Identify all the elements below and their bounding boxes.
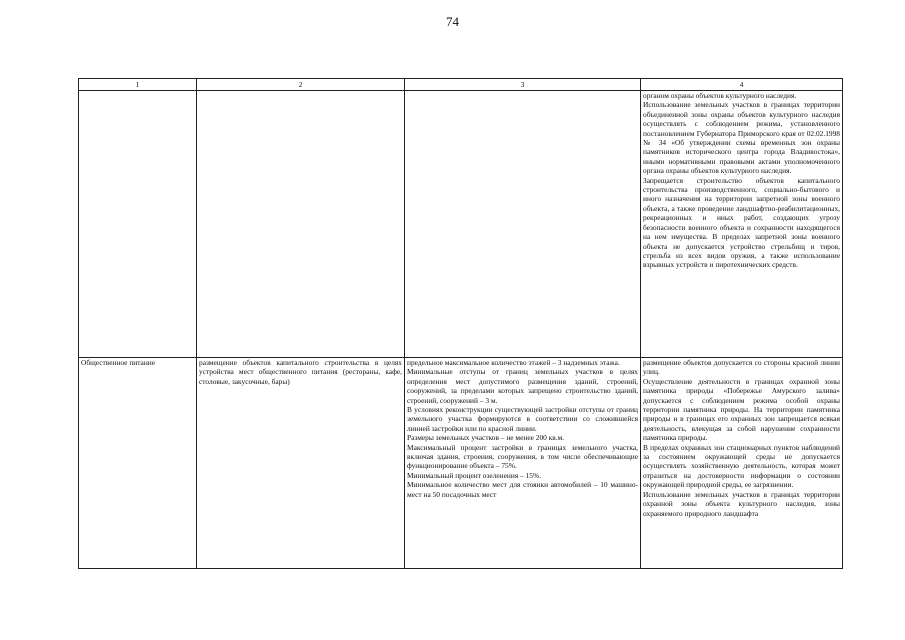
column-header: 4 (641, 79, 843, 91)
table-cell (79, 91, 197, 358)
table-cell (641, 358, 843, 569)
table-cell (641, 91, 843, 358)
table-cell (405, 358, 641, 569)
use-description: размещение объектов капитального строительства в целях устройства мест общественного питания (рестораны, кафе, столовые, закусочные, бары) (199, 358, 404, 386)
column-header: 2 (197, 79, 405, 91)
table-header-row (79, 79, 843, 91)
restrictions-text: размещение объектов допускается со стороны красной линии улиц. Осуществление деятельности в границах охранной зоны памятника природы «Побережье Амурского залива» допускается с соблюдением режима особой охраны территории памятника природы. На территории памятника природы и в границах его охранных зон запрещается всякая деятельность, влекущая за собой нарушение сохранности памятника природы. В пределах охранных зон стационарных пунктов наблюдений за состоянием окружающей среды не допускается осуществлять хозяйственную деятельность, которая может отразиться на достоверности информации о состоянии окружающей природной среды, ее загрязнении. Использование земельных участков в границах территории охранной зоны объекта культурного наследия, зоны охраняемого природного ландшафта (643, 358, 840, 518)
column-header: 1 (79, 79, 197, 91)
table-cell (79, 358, 197, 569)
parameters-text: предельное максимальное количество этажей – 3 надземных этажа. Минимальные отступы от границ земельных участков в целях определения мест допустимого размещения зданий, строений, сооружений, за пределами которых запрещено строительство зданий, строений, сооружений – 3 м. В условиях реконструкции существующей застройки отступы от границ земельного участка формируются в соответствии со сложившейся линией застройки или по красной линии. Размеры земельных участков – не менее 200 кв.м. Максимальный процент застройки в границах земельного участка, включая здания, строения, сооружения, в том числе обеспечивающие функционирование объекта – 75%. Минимальный процент озеленения – 15%. Минимальное количество мест для стоянки автомобилей – 10 машино-мест на 50 посадочных мест (407, 358, 638, 499)
table-row (79, 91, 843, 358)
table-row (79, 358, 843, 569)
page-number: 74 (446, 14, 459, 29)
column-header: 3 (405, 79, 641, 91)
use-type-label: Общественное питание (81, 358, 156, 367)
table-cell (197, 91, 405, 358)
table-cell (197, 358, 405, 569)
zoning-table (78, 78, 843, 569)
table-cell (405, 91, 641, 358)
cell-text: органом охраны объектов культурного наследия. Использование земельных участков в границах территории объединенной зоны охраны объектов культурного наследия осуществлять с соблюдением режима, установленного постановлением Губернатора Приморского края от 02.02.1998 № 34 «Об утверждении схемы временных зон охраны памятников исторического центра города Владивостока», иными нормативными правовыми актами уполномоченного органа охраны объектов культурного наследия. Запрещается строительство объектов капитального строительства производственного, социально-бытового и иного назначения на территории запретной зоны военного объекта, а также проведение ландшафтно-реабилитационных, рекреационных и иных работ, создающих угрозу безопасности военного объекта и сохранности находящегося на нем имущества. В пределах запретной зоны военного объекта не допускается устройство стрельбищ и тиров, стрельба из всех видов оружия, а также использование взрывных устройств и пиротехнических средств. (643, 91, 840, 270)
